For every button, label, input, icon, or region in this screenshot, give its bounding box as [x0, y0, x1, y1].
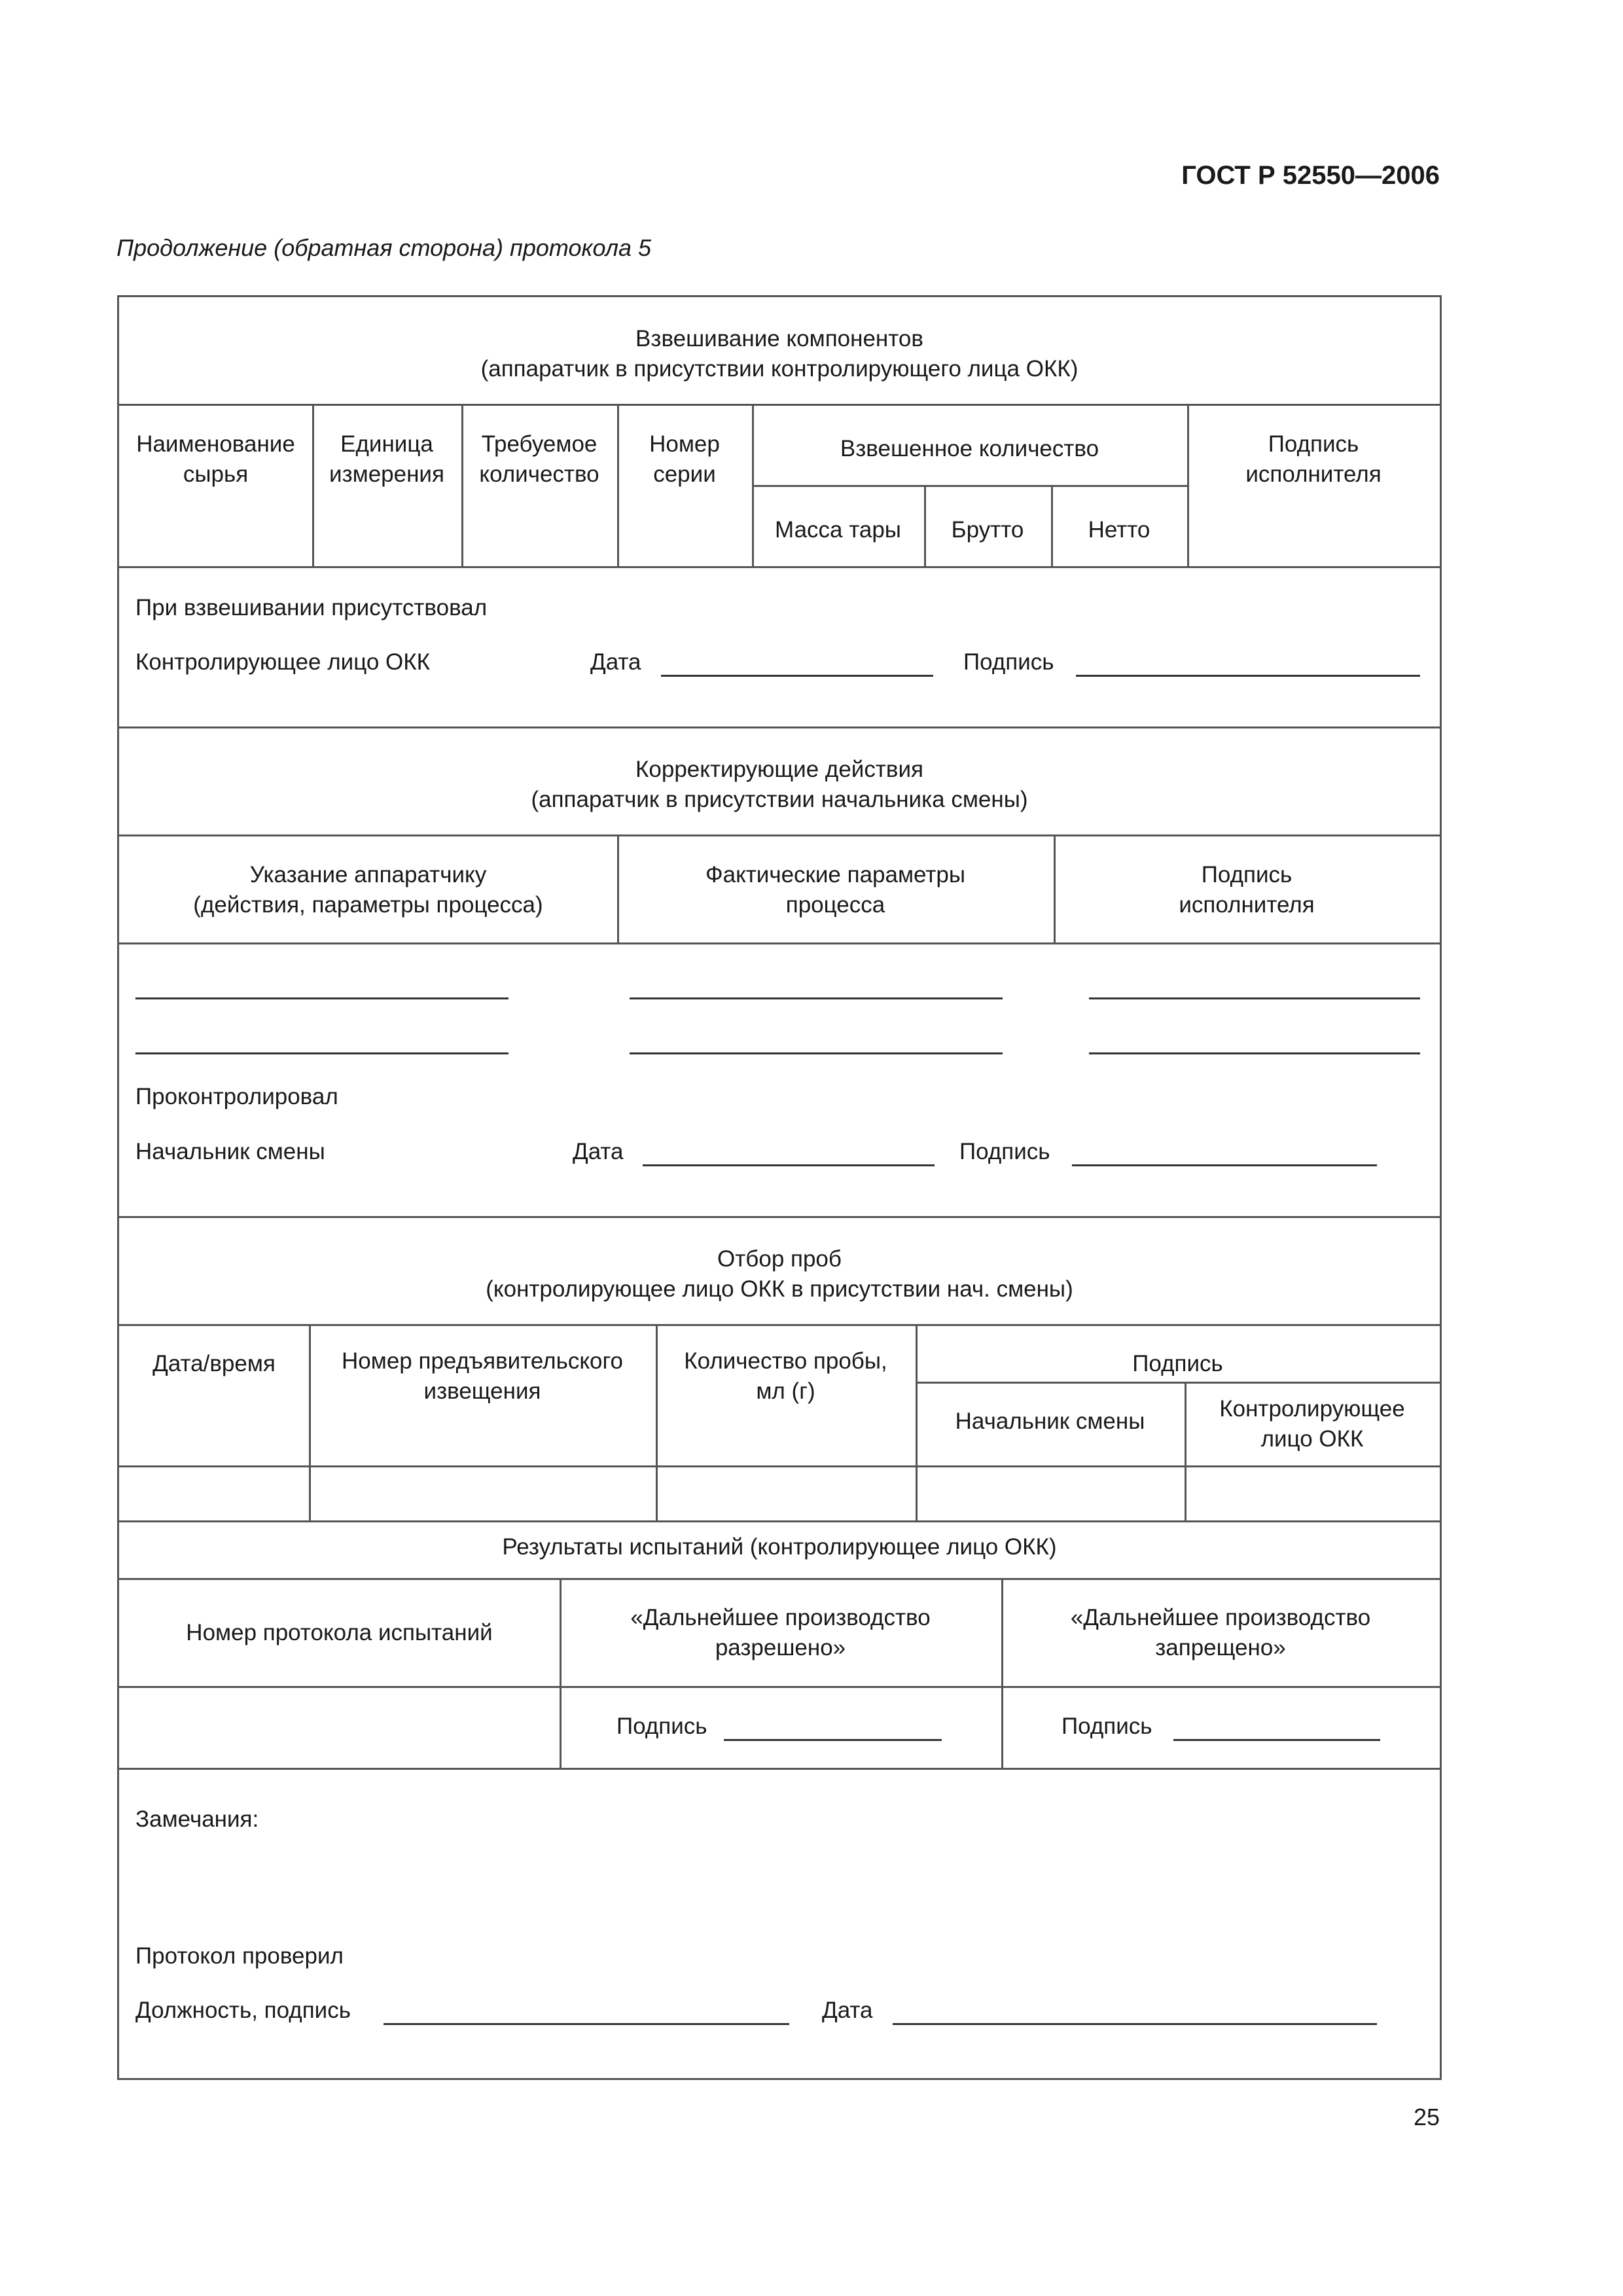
date-label: Дата	[590, 649, 641, 675]
sampling-subtitle: (контролирующее лицо ОКК в присутствии нач. смены)	[486, 1276, 1073, 1302]
document-subtitle: Продолжение (обратная сторона) протокола 5	[116, 234, 652, 261]
date-field[interactable]	[643, 1164, 935, 1166]
actual-params-field[interactable]	[630, 997, 1003, 999]
col-header-weighed: Взвешенное количество	[840, 436, 1099, 461]
date-field[interactable]	[893, 2023, 1377, 2025]
divider	[119, 1520, 1440, 1522]
divider	[119, 1216, 1440, 1218]
row-divider	[119, 1686, 1440, 1688]
col-header-signature: исполнителя	[1179, 892, 1315, 918]
col-header-name: Наименование	[136, 431, 295, 457]
instruction-field[interactable]	[135, 1052, 508, 1054]
corrective-title: Корректирующие действия	[635, 757, 923, 782]
col-divider	[916, 1324, 918, 1465]
col-header-actual-params: процесса	[785, 892, 885, 918]
divider	[119, 404, 1440, 406]
signature-field[interactable]	[1072, 1164, 1377, 1166]
divider	[119, 566, 1440, 568]
date-field[interactable]	[661, 675, 933, 677]
sampling-title: Отбор проб	[717, 1246, 842, 1272]
col-header-production-forbidden: запрещено»	[1155, 1635, 1286, 1660]
signature-field[interactable]	[1076, 675, 1420, 677]
col-header-signature: Подпись	[1132, 1351, 1223, 1376]
col-header-production-forbidden: «Дальнейшее производство	[1070, 1605, 1371, 1630]
corrective-subtitle: (аппаратчик в присутствии начальника смены)	[531, 787, 1028, 812]
signature-label: Подпись	[963, 649, 1054, 675]
col-header-controller: Контролирующее	[1219, 1396, 1405, 1422]
divider	[119, 1324, 1440, 1326]
remarks-label: Замечания:	[135, 1806, 259, 1832]
divider	[119, 834, 1440, 836]
col-header-production-allowed: разрешено»	[715, 1635, 846, 1660]
document-code: ГОСТ Р 52550—2006	[1181, 161, 1440, 190]
col-header-instruction: (действия, параметры процесса)	[193, 892, 543, 918]
col-header-notice: извещения	[423, 1378, 541, 1404]
col-header-unit: Единица	[340, 431, 433, 457]
checked-label: Проконтролировал	[135, 1084, 338, 1109]
subheader-divider	[752, 485, 1187, 487]
signature-field[interactable]	[724, 1739, 942, 1741]
results-title: Результаты испытаний (контролирующее лицо ОКК)	[502, 1534, 1057, 1560]
col-header-notice: Номер предъявительского	[342, 1348, 623, 1374]
col-divider	[1185, 1465, 1186, 1520]
col-header-name: сырья	[183, 461, 249, 487]
col-header-controller: лицо ОКК	[1260, 1426, 1364, 1452]
protocol-form	[117, 295, 1442, 2080]
col-header-signature: Подпись	[1268, 431, 1359, 457]
position-signature-field[interactable]	[383, 2023, 789, 2025]
col-header-required: Требуемое	[481, 431, 597, 457]
date-label: Дата	[822, 1998, 873, 2023]
col-header-sample-quantity: мл (г)	[756, 1378, 815, 1404]
col-header-series: Номер	[649, 431, 720, 457]
signature-label: Подпись	[616, 1713, 707, 1739]
page-number: 25	[1413, 2104, 1440, 2130]
divider	[119, 942, 1440, 944]
col-header-gross: Брутто	[951, 517, 1024, 543]
actual-params-field[interactable]	[630, 1052, 1003, 1054]
instruction-field[interactable]	[135, 997, 508, 999]
signature-field[interactable]	[1089, 997, 1420, 999]
divider	[119, 1768, 1440, 1770]
col-header-tare: Масса тары	[775, 517, 901, 543]
weighing-subtitle: (аппаратчик в присутствии контролирующего лица ОКК)	[480, 356, 1079, 382]
position-signature-label: Должность, подпись	[135, 1998, 351, 2023]
col-header-instruction: Указание аппаратчику	[249, 862, 487, 888]
col-divider	[656, 1465, 658, 1520]
signature-label: Подпись	[959, 1139, 1050, 1164]
col-header-actual-params: Фактические параметры	[705, 862, 965, 888]
divider	[119, 726, 1440, 728]
col-header-unit: измерения	[329, 461, 444, 487]
col-header-protocol-number: Номер протокола испытаний	[186, 1620, 493, 1645]
protocol-checked-label: Протокол проверил	[135, 1943, 344, 1969]
col-header-required: количество	[479, 461, 599, 487]
col-header-sample-quantity: Количество пробы,	[684, 1348, 887, 1374]
col-divider	[309, 1465, 311, 1520]
col-header-series: серии	[653, 461, 716, 487]
col-header-signature: исполнителя	[1245, 461, 1382, 487]
col-divider	[916, 1465, 918, 1520]
col-header-shift-chief: Начальник смены	[955, 1408, 1145, 1434]
divider	[119, 1578, 1440, 1580]
col-header-production-allowed: «Дальнейшее производство	[630, 1605, 931, 1630]
signature-field[interactable]	[1173, 1739, 1380, 1741]
row-divider	[119, 1465, 1440, 1467]
col-header-datetime: Дата/время	[152, 1351, 276, 1376]
signature-label: Подпись	[1061, 1713, 1152, 1739]
subheader-divider	[916, 1382, 1440, 1384]
weighing-title: Взвешивание компонентов	[635, 326, 923, 351]
date-label: Дата	[573, 1139, 624, 1164]
signature-field[interactable]	[1089, 1052, 1420, 1054]
controller-label: Контролирующее лицо ОКК	[135, 649, 431, 675]
shift-chief-label: Начальник смены	[135, 1139, 325, 1164]
col-header-net: Нетто	[1088, 517, 1150, 543]
present-label: При взвешивании присутствовал	[135, 595, 488, 620]
col-header-signature: Подпись	[1201, 862, 1293, 888]
